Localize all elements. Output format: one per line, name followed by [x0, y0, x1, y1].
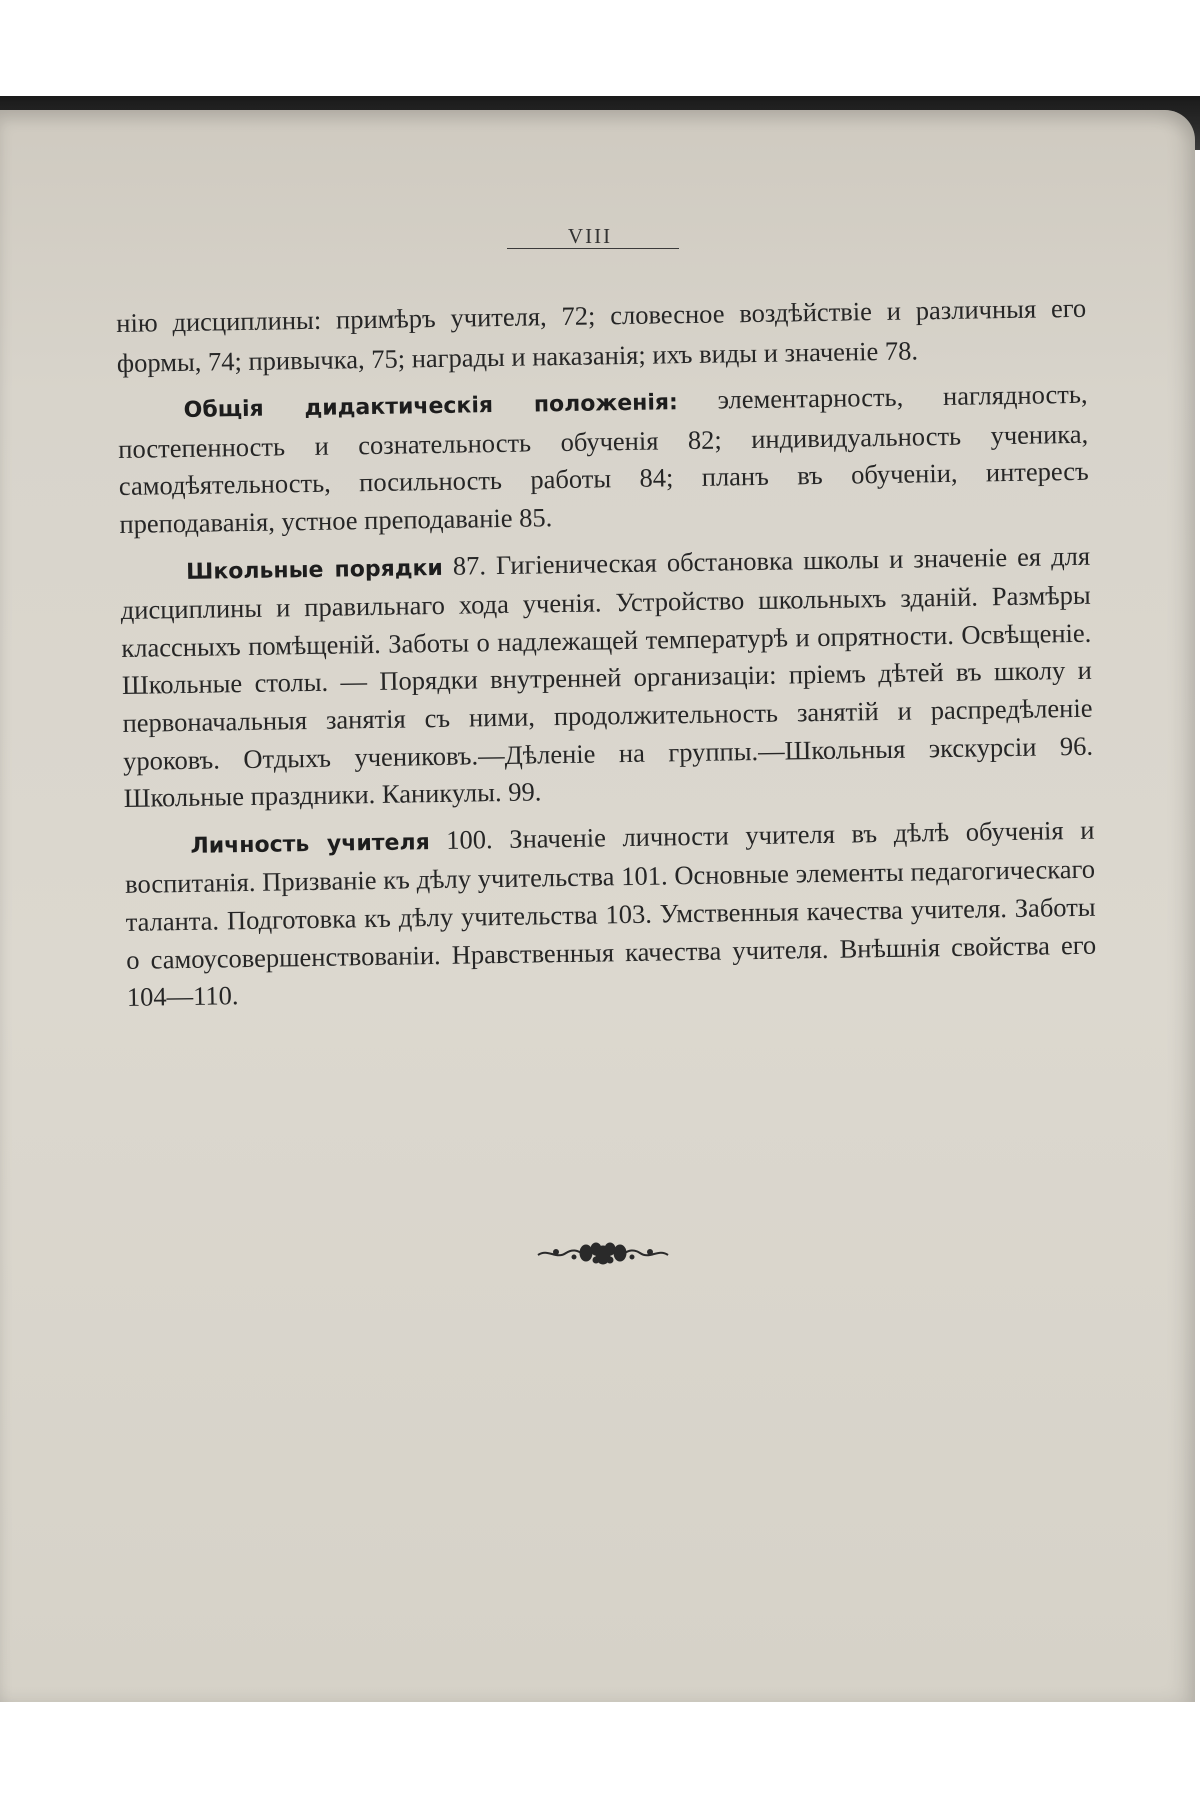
- paragraph-4: [124, 811, 1097, 1016]
- header-rule: [507, 248, 679, 249]
- paragraph-3: [120, 537, 1094, 817]
- paragraph-1: [116, 290, 1087, 382]
- bottom-margin: [0, 1700, 1200, 1800]
- page-number: VIII: [567, 224, 613, 248]
- paragraph-4-text: 100. Значеніе личности учителя въ дѣлѣ обученія и воспитанія. Призваніе къ дѣлу учительства 101. Основные элементы педагогическаго таланта. Подготовка къ дѣлу учительства 103. Умственныя качества учителя. Заботы о самоусовершенствованіи. Нравственныя качества учителя. Внѣшнія свойства его 104—110.: [124, 814, 1097, 1013]
- paragraph-2: [117, 376, 1089, 544]
- body-text: [116, 290, 1097, 1026]
- paragraph-2-text: элементарность, наглядность, постепенность и сознательность обученія 82; индивидуальность ученика, самодѣятельность, посильность работы 84; планъ въ обученіи, интересъ преподаванія, устное преподаваніе 85.: [118, 378, 1089, 539]
- paragraph-3-text: 87. Гигіеническая обстановка школы и значеніе ея для дисциплины и правильнаго хода ученія. Устройство школьныхъ зданій. Размѣры классныхъ помѣщеній. Заботы о надлежащей температурѣ и опрятности. Освѣщеніе. Школьные столы. — Порядки внутренней организаціи: пріемъ дѣтей въ школу и первоначальныя занятія съ ними, продолжительность занятій и распредѣленіе уроковъ. Отдыхъ учениковъ.—Дѣленіе на группы.—Школьныя экскурсіи 96. Школьные праздники. Каникулы. 99.: [120, 540, 1094, 814]
- paragraph-2-lead: Общія дидактическія положенія:: [183, 390, 679, 424]
- paragraph-1-text: нію дисциплины: примѣръ учителя, 72; словесное воздѣйствіе и различныя его формы, 74; привычка, 75; награды и наказанія; ихъ виды и значеніе 78.: [116, 292, 1087, 378]
- floral-vignette-ornament-icon: [536, 1238, 670, 1268]
- paragraph-4-lead: Личность учителя: [190, 829, 430, 859]
- paragraph-3-lead: Школьные порядки: [186, 555, 444, 585]
